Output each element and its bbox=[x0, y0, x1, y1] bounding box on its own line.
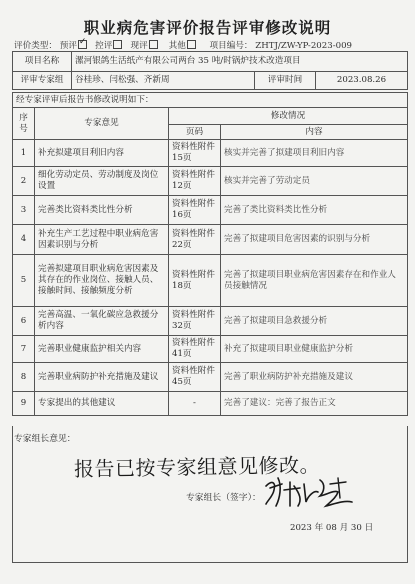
row-page: 资料性附件22页 bbox=[169, 225, 221, 255]
table-row bbox=[13, 167, 408, 196]
signature-date: 2023 年 08 月 30 日 bbox=[290, 523, 374, 533]
row-number: 3 bbox=[13, 196, 35, 225]
checkbox-icon bbox=[113, 40, 122, 49]
row-content: 核实并完善了劳动定员 bbox=[221, 167, 408, 196]
row-number: 9 bbox=[13, 392, 35, 416]
review-time-label: 评审时间 bbox=[255, 72, 316, 90]
project-number-label: 项目编号： bbox=[209, 41, 253, 51]
row-content: 完善了职业病防护补充措施及建议 bbox=[221, 363, 408, 392]
header-opinion: 专家意见 bbox=[35, 108, 169, 140]
row-page: 资料性附件16页 bbox=[169, 196, 221, 225]
signature-label: 专家组长（签字）： bbox=[186, 493, 261, 503]
row-number: 7 bbox=[13, 336, 35, 363]
table-row bbox=[13, 255, 408, 307]
project-name: 漯河银鸽生活纸产有限公司两台 35 吨/时锅炉技术改造项目 bbox=[72, 52, 408, 72]
expert-group-label: 评审专家组 bbox=[13, 72, 72, 90]
header-content: 内容 bbox=[221, 125, 408, 140]
row-opinion: 完善拟建项目职业病危害因素及其存在的作业岗位、接触人员、接触时间、接触频度分析 bbox=[35, 255, 169, 307]
row-opinion: 细化劳动定员、劳动制度及岗位设置 bbox=[35, 167, 169, 196]
row-number: 8 bbox=[13, 363, 35, 392]
type-option-pre: 预评✓ bbox=[60, 39, 87, 51]
table-row bbox=[13, 225, 408, 255]
header-modify: 修改情况 bbox=[169, 108, 408, 125]
row-number: 1 bbox=[13, 140, 35, 167]
project-info-table bbox=[12, 51, 408, 90]
row-page: 资料性附件41页 bbox=[169, 336, 221, 363]
table-row bbox=[13, 307, 408, 336]
row-content: 完善了类比资料类比性分析 bbox=[221, 196, 408, 225]
row-page: 资料性附件15页 bbox=[169, 140, 221, 167]
table-row bbox=[13, 363, 408, 392]
row-number: 6 bbox=[13, 307, 35, 336]
table-row bbox=[13, 140, 408, 167]
header-page: 页码 bbox=[169, 125, 221, 140]
type-option-control: 控评 bbox=[95, 39, 122, 51]
review-time: 2023.08.26 bbox=[316, 72, 408, 90]
row-content: 核实并完善了拟建项目利旧内容 bbox=[221, 140, 408, 167]
type-option-other: 其他 bbox=[169, 39, 196, 51]
row-page: 资料性附件45页 bbox=[169, 363, 221, 392]
row-content: 完善了建议：完善了报告正文 bbox=[221, 392, 408, 416]
row-opinion: 完善类比资料类比性分析 bbox=[35, 196, 169, 225]
row-opinion: 补充拟建项目利旧内容 bbox=[35, 140, 169, 167]
row-content: 补充了拟建项目职业健康监护分析 bbox=[221, 336, 408, 363]
revision-table bbox=[12, 92, 408, 416]
handwritten-opinion: 报告已按专家组意见修改。 bbox=[73, 452, 321, 482]
row-content: 完善了拟建项目危害因素的识别与分析 bbox=[221, 225, 408, 255]
revision-note: 经专家评审后报告书修改说明如下： bbox=[13, 93, 408, 108]
checkbox-checked-icon bbox=[78, 40, 87, 49]
handwritten-signature bbox=[260, 472, 360, 512]
row-page: 资料性附件18页 bbox=[169, 255, 221, 307]
expert-group-members: 谷桂珍、闫松强、齐新周 bbox=[72, 72, 255, 90]
row-opinion: 专家提出的其他建议 bbox=[35, 392, 169, 416]
meta-line bbox=[14, 39, 408, 51]
row-number: 5 bbox=[13, 255, 35, 307]
checkbox-icon bbox=[149, 40, 158, 49]
header-seq: 序号 bbox=[13, 108, 35, 140]
row-opinion: 完善高温、一氧化碳应急救援分析内容 bbox=[35, 307, 169, 336]
row-number: 2 bbox=[13, 167, 35, 196]
checkbox-icon bbox=[187, 40, 196, 49]
row-opinion: 补充生产工艺过程中职业病危害因素识别与分析 bbox=[35, 225, 169, 255]
project-name-label: 项目名称 bbox=[13, 52, 72, 72]
row-opinion: 完善职业病防护补充措施及建议 bbox=[35, 363, 169, 392]
row-opinion: 完善职业健康监护相关内容 bbox=[35, 336, 169, 363]
opinion-label: 专家组长意见： bbox=[14, 434, 76, 444]
project-number: ZHTJ/ZW-YP-2023-009 bbox=[255, 41, 353, 51]
type-option-current: 现评 bbox=[131, 39, 158, 51]
table-row bbox=[13, 392, 408, 416]
table-row bbox=[13, 196, 408, 225]
document-title: 职业病危害评价报告评审修改说明 bbox=[83, 18, 332, 37]
row-number: 4 bbox=[13, 225, 35, 255]
row-content: 完善了拟建项目急救援分析 bbox=[221, 307, 408, 336]
row-page: 资料性附件32页 bbox=[169, 307, 221, 336]
row-content: 完善了拟建项目职业病危害因素存在和作业人员接触情况 bbox=[221, 255, 408, 307]
table-row bbox=[13, 336, 408, 363]
evaluation-type-label: 评价类型： bbox=[14, 41, 57, 51]
row-page: 资料性附件12页 bbox=[169, 167, 221, 196]
row-page: - bbox=[169, 392, 221, 416]
